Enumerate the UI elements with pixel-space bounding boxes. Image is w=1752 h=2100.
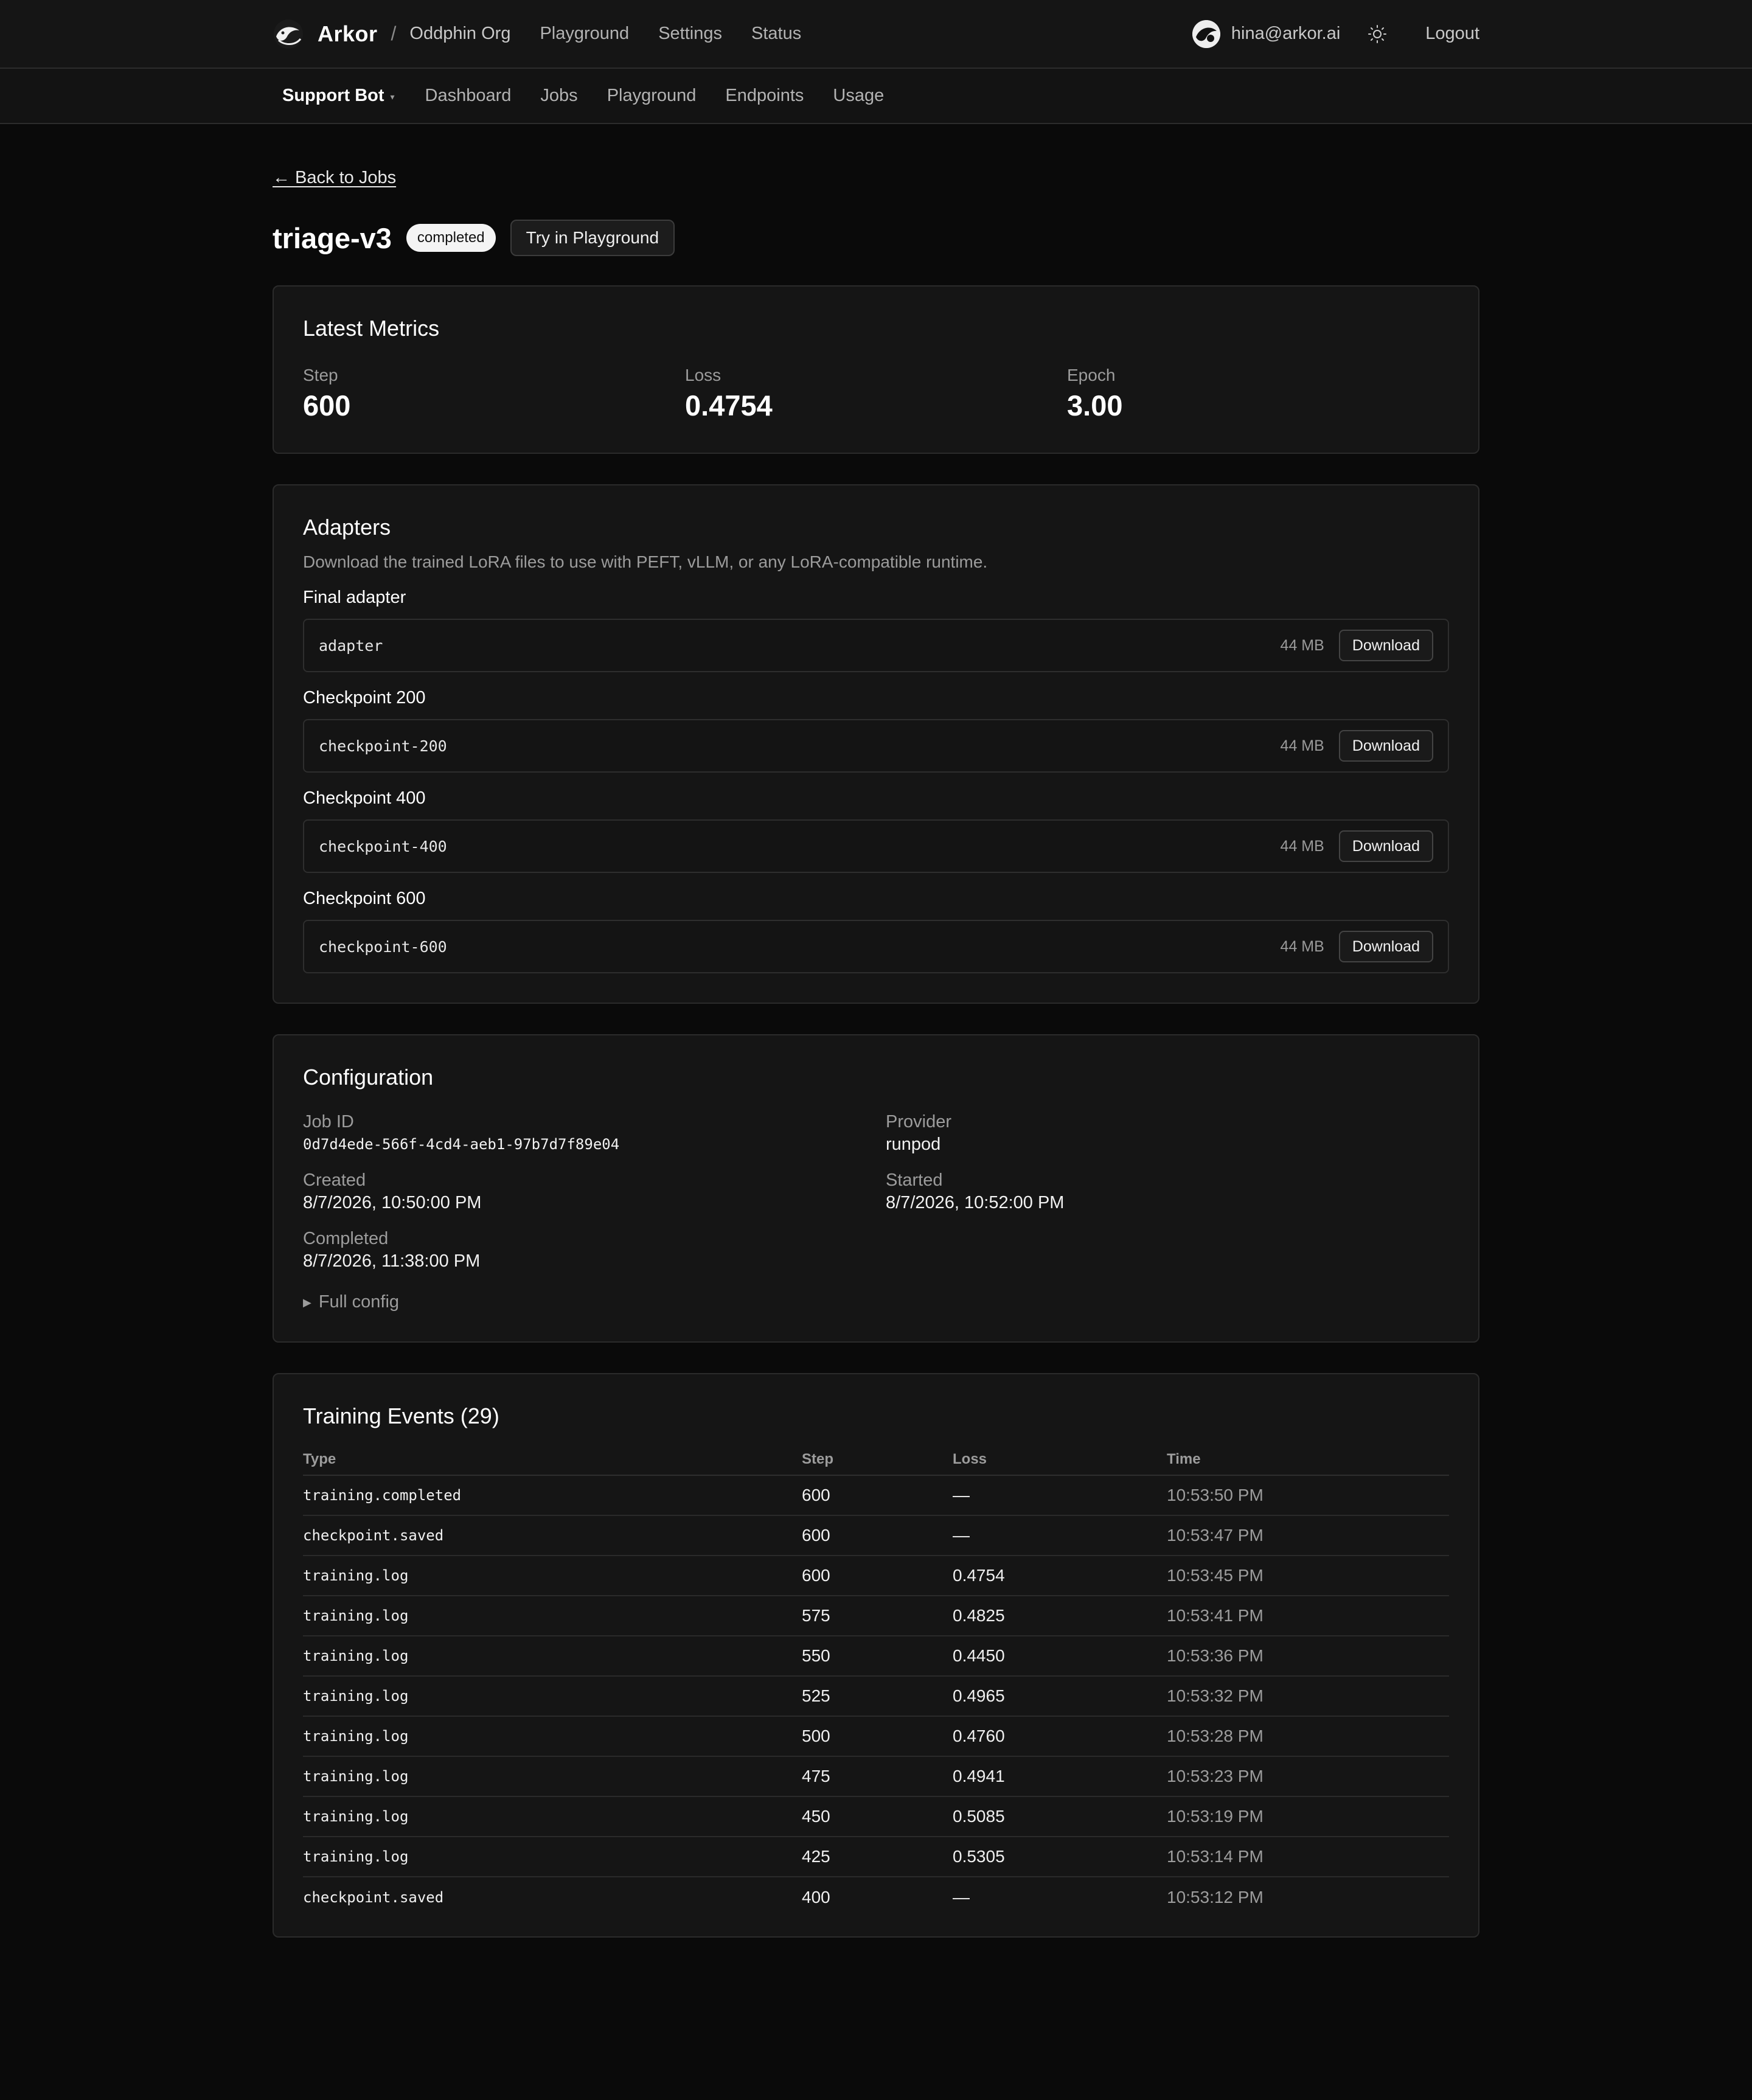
event-time: 10:53:12 PM (1167, 1887, 1264, 1907)
try-in-playground-button[interactable]: Try in Playground (510, 220, 675, 256)
column-header-type[interactable]: Type (303, 1444, 802, 1475)
table-row (303, 1515, 1449, 1556)
nav-usage[interactable]: Usage (833, 86, 885, 105)
top-nav-settings[interactable]: Settings (658, 24, 722, 43)
breadcrumb-separator: / (391, 23, 397, 44)
event-type: training.log (303, 1596, 802, 1636)
event-time: 10:53:41 PM (1167, 1596, 1449, 1636)
event-type: training.log (303, 1756, 802, 1796)
event-time: 10:53:47 PM (1167, 1515, 1449, 1556)
configuration-heading: Configuration (303, 1065, 434, 1090)
event-loss: 0.4754 (953, 1556, 1167, 1596)
table-row (303, 1596, 1449, 1636)
adapter-label: Checkpoint 200 (303, 688, 426, 708)
download-button[interactable]: Download (1339, 931, 1433, 962)
config-value: runpod (886, 1135, 941, 1154)
adapter-file-name: checkpoint-600 (319, 937, 447, 956)
nav-jobs[interactable]: Jobs (540, 86, 578, 105)
config-label: Started (886, 1170, 943, 1190)
events-table-body (303, 1475, 1449, 1917)
event-type: checkpoint.saved (303, 1888, 444, 1906)
project-nav (425, 86, 885, 106)
adapter-file-name: checkpoint-200 (319, 737, 447, 755)
config-value: 8/7/2026, 11:38:00 PM (303, 1251, 481, 1271)
event-step: 600 (802, 1515, 953, 1556)
configuration-card (273, 1034, 1479, 1343)
event-loss: 0.4941 (953, 1756, 1167, 1796)
nav-endpoints[interactable]: Endpoints (725, 86, 804, 105)
chevron-down-icon[interactable]: ▾ (390, 92, 395, 102)
event-type: training.log (303, 1556, 802, 1596)
event-step: 600 (802, 1475, 953, 1515)
event-step: 475 (802, 1756, 953, 1796)
brand-name[interactable]: Arkor (318, 21, 378, 46)
event-type: training.log (303, 1796, 802, 1837)
metric-value: 600 (303, 389, 351, 422)
config-label: Provider (886, 1112, 951, 1132)
job-title-row (273, 220, 1479, 256)
adapter-row (303, 920, 1449, 973)
config-created (303, 1170, 886, 1213)
event-type: training.log (303, 1837, 802, 1877)
adapter-label: Checkpoint 600 (303, 889, 426, 908)
column-header-loss[interactable]: Loss (953, 1444, 1167, 1475)
full-config-label: Full config (318, 1292, 400, 1312)
status-badge: completed (406, 224, 496, 252)
adapter-label: Checkpoint 400 (303, 788, 426, 808)
download-button[interactable]: Download (1339, 730, 1433, 762)
config-value: 8/7/2026, 10:50:00 PM (303, 1193, 482, 1212)
config-value: 8/7/2026, 10:52:00 PM (886, 1193, 1065, 1212)
full-config-toggle[interactable] (303, 1292, 1449, 1341)
main-content (273, 124, 1479, 1938)
table-row (303, 1716, 1449, 1756)
adapters-card (273, 484, 1479, 1004)
event-time: 10:53:50 PM (1167, 1475, 1449, 1515)
event-step: 500 (802, 1716, 953, 1756)
event-type: training.log (303, 1636, 802, 1676)
page-title: triage-v3 (273, 221, 392, 254)
adapter-file-size: 44 MB (1280, 937, 1324, 955)
event-time: 10:53:14 PM (1167, 1837, 1449, 1877)
event-loss: 0.4760 (953, 1716, 1167, 1756)
adapter-file-name: adapter (319, 636, 383, 655)
table-row (303, 1756, 1449, 1796)
event-step: 450 (802, 1796, 953, 1837)
top-nav-playground[interactable]: Playground (540, 24, 630, 43)
event-step: 600 (802, 1556, 953, 1596)
adapter-file-name: checkpoint-400 (319, 837, 447, 855)
adapter-file-size: 44 MB (1280, 737, 1324, 754)
event-time: 10:53:19 PM (1167, 1796, 1449, 1837)
table-row (303, 1556, 1449, 1596)
event-step: 425 (802, 1837, 953, 1877)
metric-label: Loss (685, 366, 721, 384)
event-time: 10:53:28 PM (1167, 1716, 1449, 1756)
event-type: checkpoint.saved (303, 1515, 802, 1556)
event-step: 400 (802, 1887, 830, 1907)
event-loss: 0.4965 (953, 1676, 1167, 1716)
config-started (886, 1170, 1469, 1213)
event-loss: 0.5085 (953, 1796, 1167, 1837)
metric-epoch (1067, 366, 1449, 422)
table-header-row (303, 1444, 1449, 1475)
metrics-heading: Latest Metrics (303, 316, 440, 341)
config-label: Created (303, 1170, 366, 1190)
event-loss: — (953, 1475, 1167, 1515)
training-events-table (303, 1444, 1449, 1917)
adapter-file-size: 44 MB (1280, 636, 1324, 654)
table-row (303, 1877, 1449, 1917)
event-loss: 0.5305 (953, 1837, 1167, 1877)
event-step: 575 (802, 1596, 953, 1636)
latest-metrics-card (273, 285, 1479, 454)
top-nav (540, 24, 801, 44)
config-label: Completed (303, 1229, 389, 1248)
metric-label: Step (303, 366, 338, 384)
metric-value: 3.00 (1067, 389, 1123, 422)
adapter-row (303, 719, 1449, 773)
event-type: training.completed (303, 1475, 802, 1515)
metric-label: Epoch (1067, 366, 1116, 384)
event-loss: — (953, 1887, 970, 1907)
event-time: 10:53:36 PM (1167, 1636, 1449, 1676)
event-time: 10:53:45 PM (1167, 1556, 1449, 1596)
adapters-description: Download the trained LoRA files to use with PEFT, vLLM, or any LoRA-compatible runtime. (303, 552, 988, 571)
training-events-card (273, 1373, 1479, 1938)
arkor-logo-icon[interactable] (273, 18, 304, 50)
back-to-jobs-link[interactable]: ← Back to Jobs (273, 168, 397, 187)
training-events-heading: Training Events (29) (303, 1403, 499, 1428)
project-switcher[interactable]: Support Bot (282, 86, 384, 105)
sun-icon[interactable] (1368, 25, 1386, 43)
event-type: training.log (303, 1716, 802, 1756)
download-button[interactable]: Download (1339, 630, 1433, 661)
event-step: 525 (802, 1676, 953, 1716)
event-type: training.log (303, 1676, 802, 1716)
table-row (303, 1837, 1449, 1877)
column-header-step[interactable]: Step (802, 1444, 953, 1475)
event-time: 10:53:23 PM (1167, 1756, 1449, 1796)
column-header-time[interactable]: Time (1167, 1444, 1449, 1475)
top-nav-status[interactable]: Status (751, 24, 802, 43)
event-time: 10:53:32 PM (1167, 1676, 1449, 1716)
metric-value: 0.4754 (685, 389, 773, 422)
user-email[interactable]: hina@arkor.ai (1231, 24, 1341, 43)
table-row (303, 1636, 1449, 1676)
org-switcher[interactable]: Oddphin Org (409, 24, 511, 43)
adapters-heading: Adapters (303, 515, 391, 540)
adapter-row (303, 819, 1449, 873)
config-job-id (303, 1112, 886, 1155)
nav-playground[interactable]: Playground (607, 86, 697, 105)
metric-step (303, 366, 685, 422)
event-step: 550 (802, 1636, 953, 1676)
event-loss: 0.4825 (953, 1596, 1167, 1636)
project-nav-bar (0, 69, 1752, 124)
metric-loss (685, 366, 1067, 422)
event-loss: — (953, 1515, 1167, 1556)
user-avatar[interactable] (1192, 20, 1220, 48)
adapter-label: Final adapter (303, 588, 406, 607)
event-loss: 0.4450 (953, 1636, 1167, 1676)
nav-dashboard[interactable]: Dashboard (425, 86, 512, 105)
caret-right-icon: ▶ (303, 1296, 311, 1309)
table-row (303, 1676, 1449, 1716)
download-button[interactable]: Download (1339, 830, 1433, 862)
config-label: Job ID (303, 1112, 354, 1132)
config-value: 0d7d4ede-566f-4cd4-aeb1-97b7d7f89e04 (303, 1136, 620, 1153)
adapter-file-size: 44 MB (1280, 837, 1324, 855)
top-header (0, 0, 1752, 69)
config-completed (303, 1229, 886, 1271)
adapter-row (303, 619, 1449, 672)
table-row (303, 1475, 1449, 1515)
logout-button[interactable]: Logout (1425, 24, 1479, 43)
table-row (303, 1796, 1449, 1837)
config-provider (886, 1112, 1469, 1155)
